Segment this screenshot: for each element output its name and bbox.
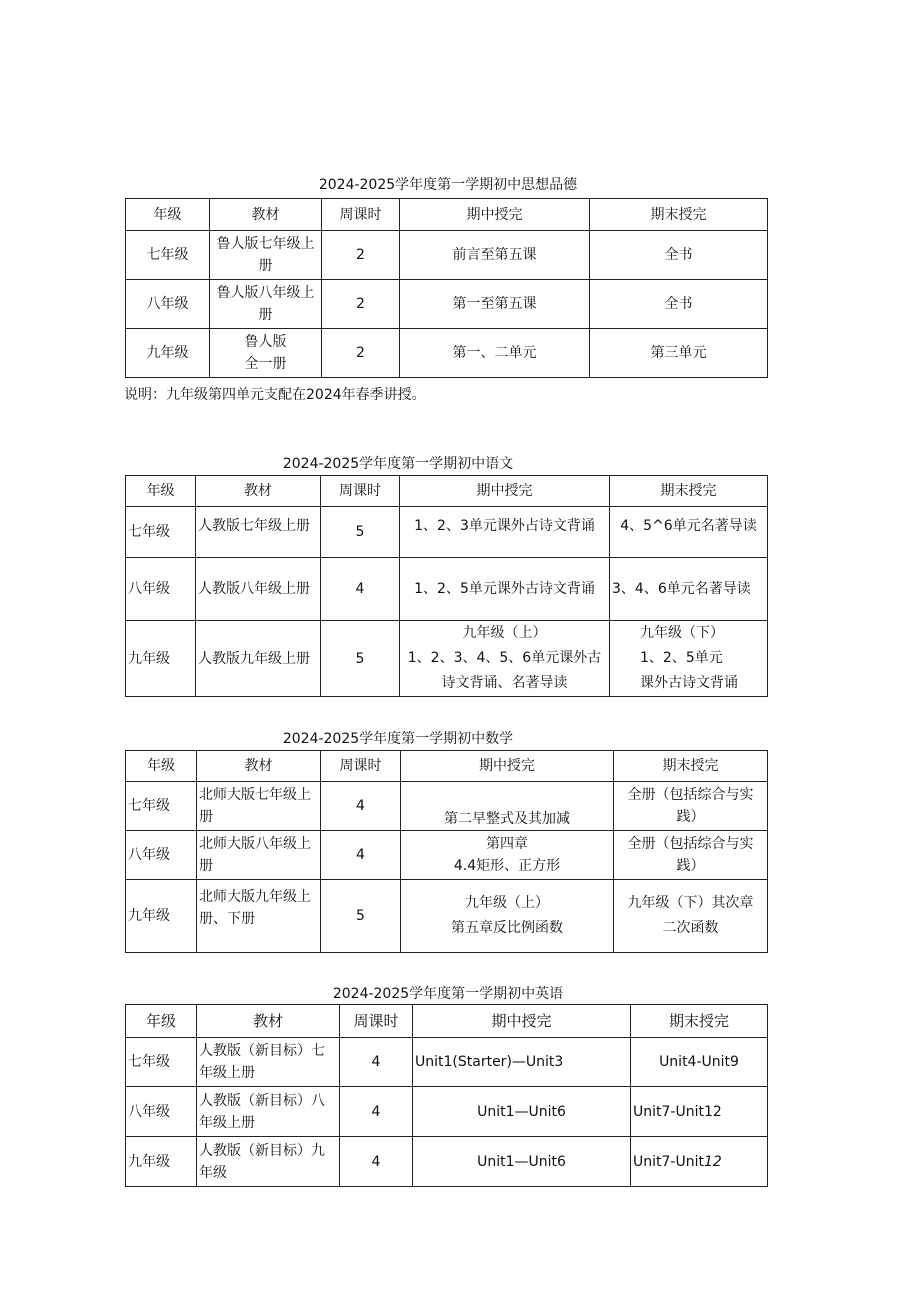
header-textbook: 教材 xyxy=(197,1005,340,1038)
table-row xyxy=(126,329,768,378)
textbook-cell: 人教版（新目标）七 年级上册 xyxy=(197,1038,340,1087)
midterm-cell: 第一、二单元 xyxy=(400,329,590,378)
final-cell: 全书 xyxy=(590,280,768,329)
table-row xyxy=(126,280,768,329)
grade-cell: 九年级 xyxy=(126,880,197,953)
politics-table-title: 2024-2025学年度第一学期初中思想品德 xyxy=(318,177,578,193)
header-weekly-hours: 周课时 xyxy=(340,1005,413,1038)
textbook-cell: 人教版（新目标）九 年级 xyxy=(197,1137,340,1187)
politics-note: 说明：九年级第四单元支配在2024年春季讲授。 xyxy=(124,387,426,403)
final-text-b: 12 xyxy=(703,1153,722,1170)
grade-cell: 七年级 xyxy=(126,782,197,831)
header-grade: 年级 xyxy=(126,199,210,231)
header-textbook: 教材 xyxy=(210,199,322,231)
english-table-title: 2024-2025学年度第一学期初中英语 xyxy=(332,986,564,1002)
header-midterm: 期中授完 xyxy=(413,1005,631,1038)
final-cell: 九年级（下）其次章 二次函数 xyxy=(614,880,768,953)
textbook-cell: 鲁人版 全一册 xyxy=(210,329,322,378)
table-row xyxy=(126,558,768,621)
table-row xyxy=(126,782,768,831)
header-final: 期末授完 xyxy=(631,1005,768,1038)
hours-cell: 4 xyxy=(321,831,401,880)
english-table xyxy=(125,1004,768,1187)
math-table xyxy=(125,750,768,953)
header-weekly-hours: 周课时 xyxy=(321,476,400,507)
header-final: 期末授完 xyxy=(610,476,768,507)
final-cell: 全册（包括综合与实 践） xyxy=(614,831,768,880)
grade-cell: 八年级 xyxy=(126,280,210,329)
final-cell: 第三单元 xyxy=(590,329,768,378)
hours-cell: 5 xyxy=(321,507,400,558)
textbook-cell: 人教版（新目标）八 年级上册 xyxy=(197,1087,340,1137)
textbook-cell: 北师大版八年级上 册 xyxy=(197,831,321,880)
textbook-cell: 北师大版九年级上 册、下册 xyxy=(197,880,321,953)
midterm-cell: 第四章 4.4矩形、正方形 xyxy=(401,831,614,880)
politics-table xyxy=(125,198,768,378)
final-cell: 全册（包括综合与实 践） xyxy=(614,782,768,831)
midterm-cell: 前言至第五课 xyxy=(400,231,590,280)
final-cell: 全书 xyxy=(590,231,768,280)
header-final: 期末授完 xyxy=(590,199,768,231)
midterm-cell: Unit1(Starter)—Unit3 xyxy=(413,1038,631,1087)
hours-cell: 5 xyxy=(321,621,400,697)
midterm-cell: 1、2、5单元课外古诗文背诵 xyxy=(400,558,610,621)
midterm-cell: Unit1—Unit6 xyxy=(413,1087,631,1137)
header-textbook: 教材 xyxy=(197,751,321,782)
textbook-cell: 鲁人版七年级上 册 xyxy=(210,231,322,280)
textbook-cell: 鲁人版八年级上 册 xyxy=(210,280,322,329)
final-cell: 九年级（下） 1、2、5单元 课外古诗文背诵 xyxy=(610,621,768,697)
header-midterm: 期中授完 xyxy=(400,199,590,231)
midterm-cell: 第一至第五课 xyxy=(400,280,590,329)
textbook-cell: 人教版九年级上册 xyxy=(196,621,321,697)
final-cell: 3、4、6单元名著导读 xyxy=(610,558,768,621)
final-cell: Unit7-Unit12 xyxy=(631,1087,768,1137)
final-cell xyxy=(631,1137,768,1187)
math-table-title: 2024-2025学年度第一学期初中数学 xyxy=(282,731,514,747)
header-grade: 年级 xyxy=(126,751,197,782)
midterm-cell: 1、2、3单元课外占诗文背诵 xyxy=(400,507,610,558)
grade-cell: 九年级 xyxy=(126,621,196,697)
grade-cell: 八年级 xyxy=(126,1087,197,1137)
final-text-a: Unit7-Unit xyxy=(633,1153,704,1170)
textbook-cell: 北师大版七年级上 册 xyxy=(197,782,321,831)
hours-cell: 4 xyxy=(340,1137,413,1187)
table-row xyxy=(126,1038,768,1087)
grade-cell: 七年级 xyxy=(126,231,210,280)
header-weekly-hours: 周课时 xyxy=(322,199,400,231)
table-row xyxy=(126,621,768,697)
table-row xyxy=(126,1087,768,1137)
header-grade: 年级 xyxy=(126,1005,197,1038)
header-final: 期末授完 xyxy=(614,751,768,782)
hours-cell: 4 xyxy=(340,1087,413,1137)
grade-cell: 九年级 xyxy=(126,1137,197,1187)
midterm-cell: 九年级（上） 1、2、3、4、5、6单元课外古 诗文背诵、名著导读 xyxy=(400,621,610,697)
hours-cell: 2 xyxy=(322,329,400,378)
grade-cell: 七年级 xyxy=(126,1038,197,1087)
hours-cell: 4 xyxy=(340,1038,413,1087)
hours-cell: 4 xyxy=(321,558,400,621)
table-row xyxy=(126,880,768,953)
table-row xyxy=(126,1137,768,1187)
grade-cell: 八年级 xyxy=(126,831,197,880)
chinese-table-title: 2024-2025学年度第一学期初中语文 xyxy=(282,456,514,472)
hours-cell: 5 xyxy=(321,880,401,953)
grade-cell: 八年级 xyxy=(126,558,196,621)
grade-cell: 九年级 xyxy=(126,329,210,378)
grade-cell: 七年级 xyxy=(126,507,196,558)
header-midterm: 期中授完 xyxy=(400,476,610,507)
final-cell: 4、5^6单元名著导读 xyxy=(610,507,768,558)
hours-cell: 2 xyxy=(322,280,400,329)
hours-cell: 4 xyxy=(321,782,401,831)
header-grade: 年级 xyxy=(126,476,196,507)
hours-cell: 2 xyxy=(322,231,400,280)
header-textbook: 教材 xyxy=(196,476,321,507)
textbook-cell: 人教版八年级上册 xyxy=(196,558,321,621)
chinese-table xyxy=(125,475,768,697)
table-row xyxy=(126,231,768,280)
final-cell: Unit4-Unit9 xyxy=(631,1038,768,1087)
header-midterm: 期中授完 xyxy=(401,751,614,782)
table-row xyxy=(126,507,768,558)
header-weekly-hours: 周课时 xyxy=(321,751,401,782)
textbook-cell: 人教版七年级上册 xyxy=(196,507,321,558)
midterm-cell: 九年级（上） 第五章反比例函数 xyxy=(401,880,614,953)
midterm-cell: Unit1—Unit6 xyxy=(413,1137,631,1187)
midterm-cell: 第二早整式及其加减 xyxy=(401,782,614,831)
table-row xyxy=(126,831,768,880)
